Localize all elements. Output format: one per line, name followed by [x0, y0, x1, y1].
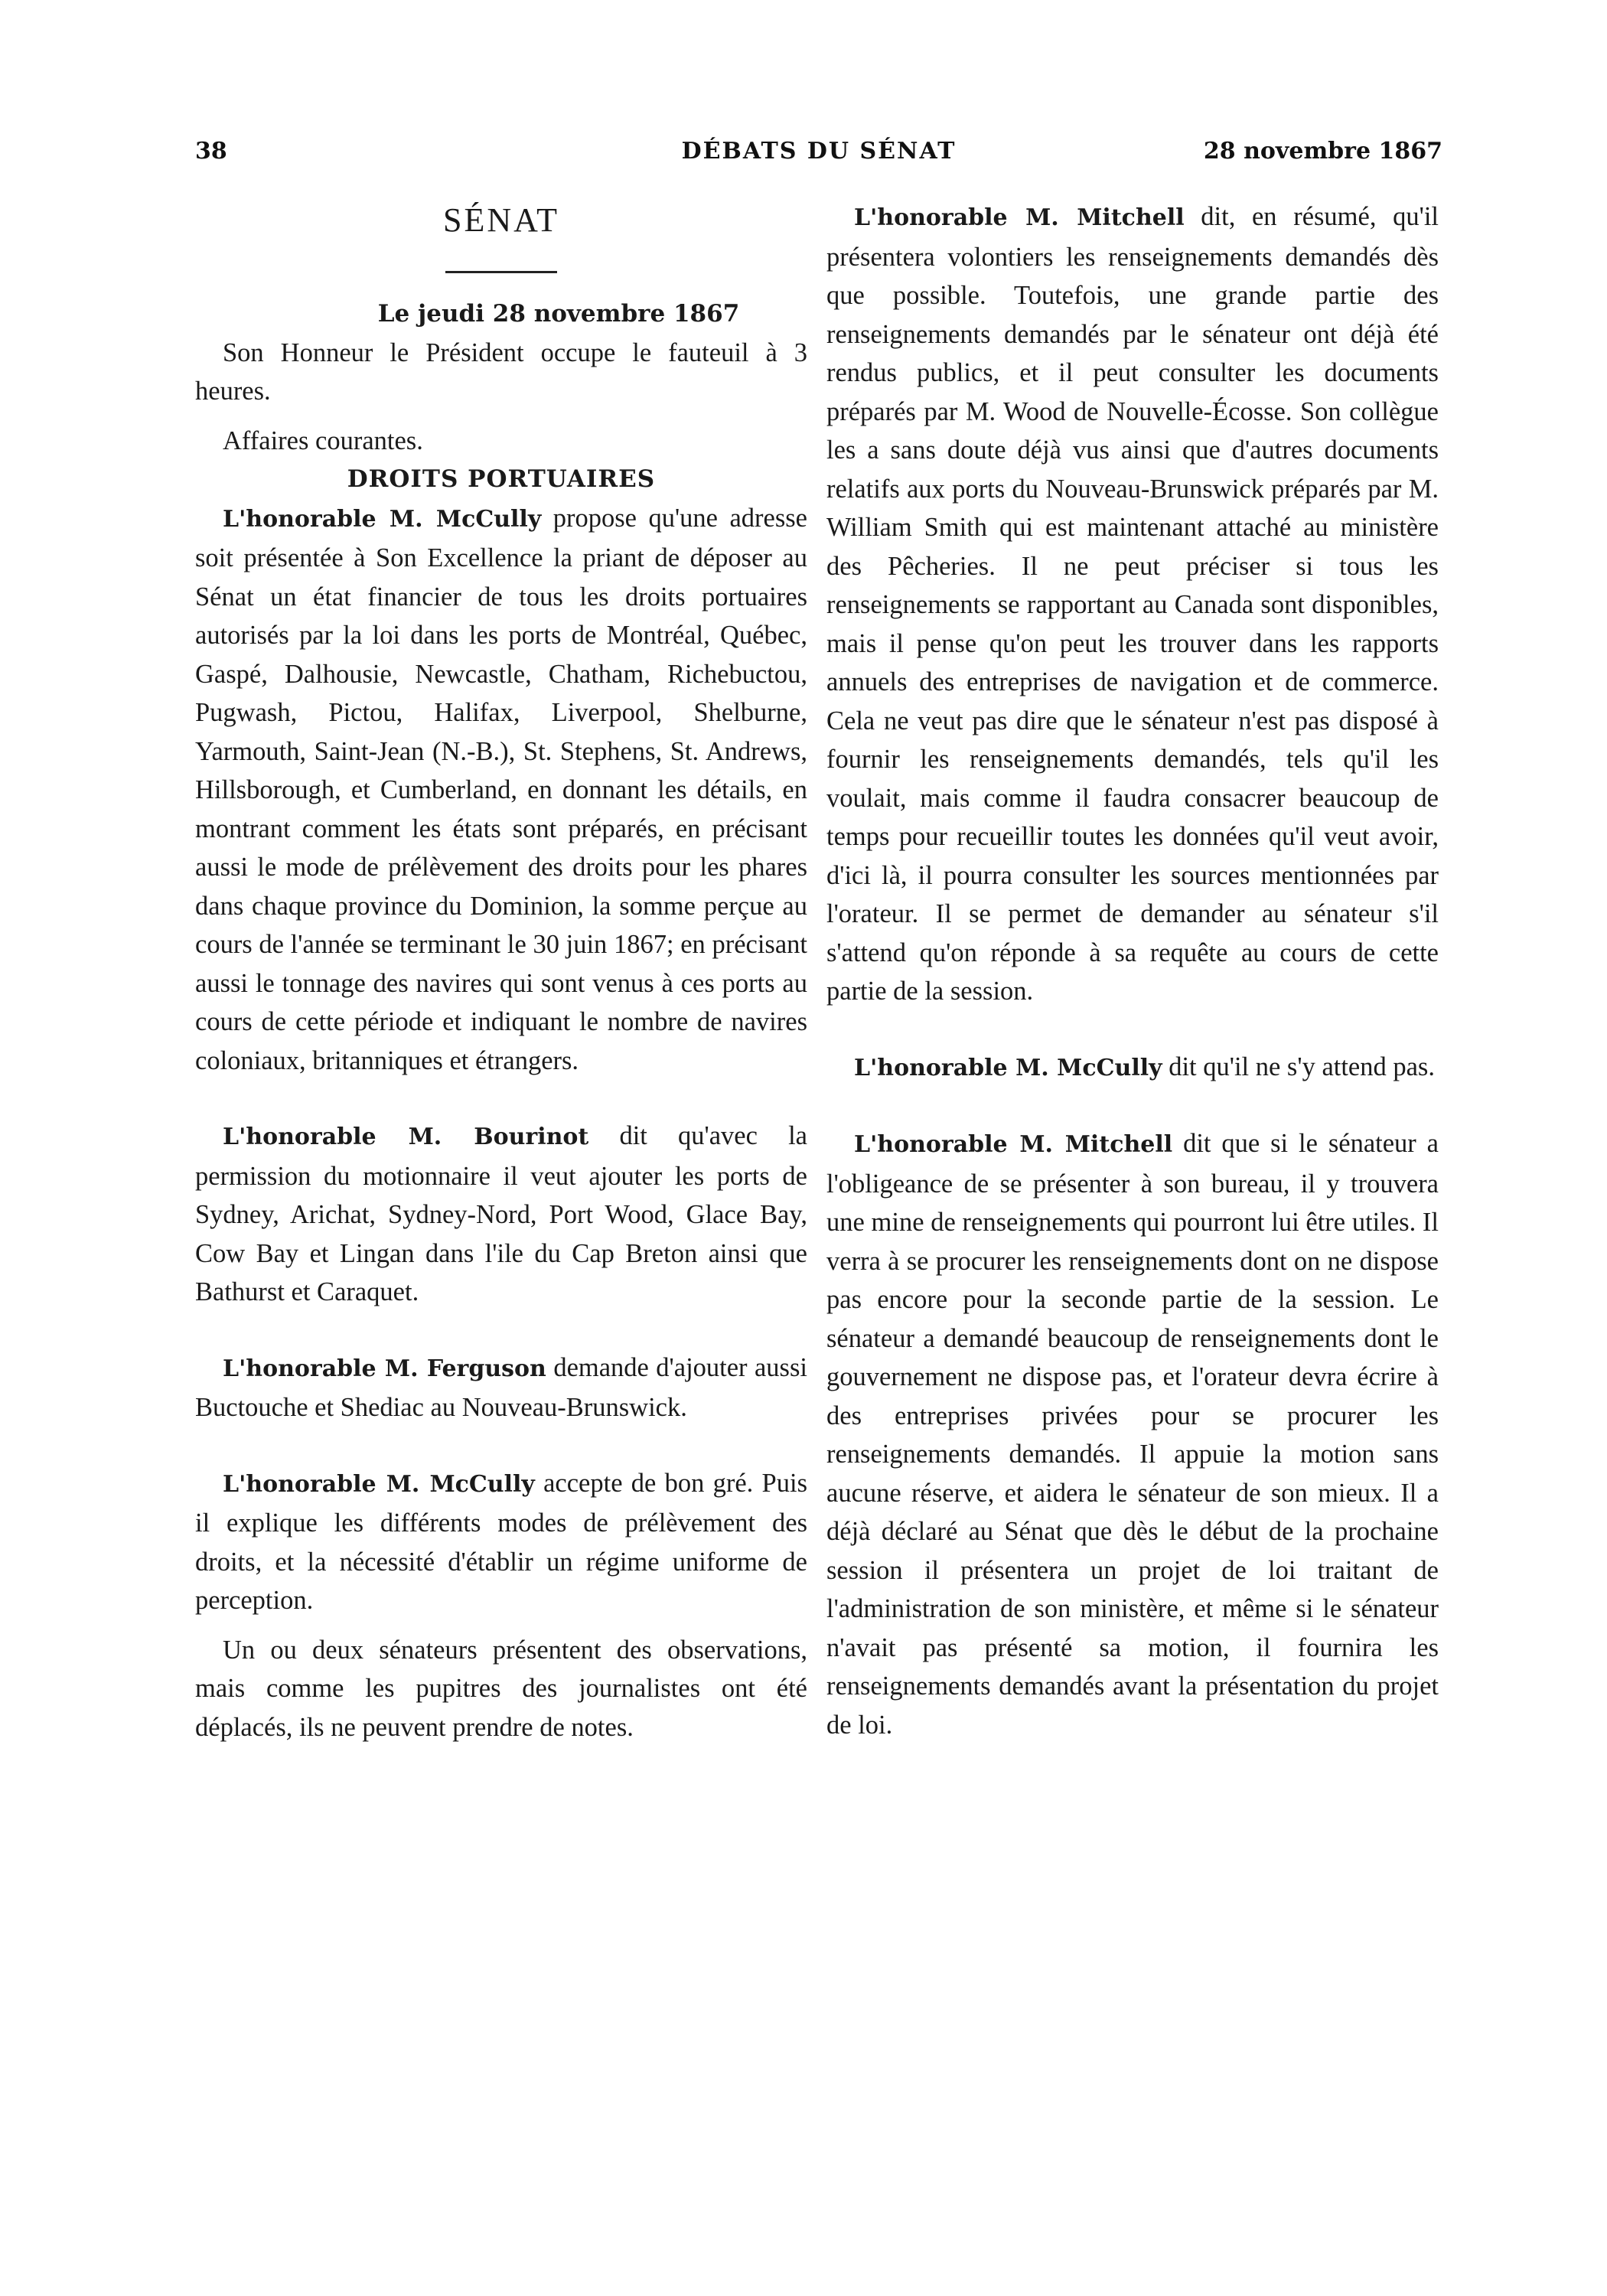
- paragraph-observations: Un ou deux sénateurs présentent des observations, mais comme les pupitres des journalistes ont été déplacés, ils ne peuvent prendre de notes.: [195, 1635, 807, 1742]
- paragraph-mccully-motion: [195, 499, 807, 1081]
- paragraph-mitchell-offer: [826, 1124, 1439, 1744]
- title-rule: [445, 271, 557, 273]
- paragraph-text: demande d'ajouter aussi Buctouche et Shediac au Nouveau-Brunswick.: [195, 1352, 807, 1422]
- sitting-date: Le jeudi 28 novembre 1867: [377, 300, 740, 328]
- paragraph-text: dit qu'avec la permission du motionnaire il veut ajouter les ports de Sydney, Arichat, Sydney-Nord, Port Wood, Glace Bay, Cow Bay et Lingan dans l'ile du Cap Breton ainsi que Bathurst et Caraquet.: [195, 1121, 807, 1306]
- speaker-name: L'honorable M. Mitchell: [854, 204, 1185, 231]
- left-column: [195, 197, 807, 1746]
- paragraph-president: Son Honneur le Président occupe le fauteuil à 3 heures.: [195, 338, 807, 406]
- paragraph-ferguson: [195, 1349, 807, 1427]
- page-number: 38: [195, 138, 227, 165]
- paragraph-text: propose qu'une adresse soit présentée à Son Excellence la priant de déposer au Sénat un état financier de tous les droits portuaires autorisés par la loi dans les ports de Montréal, Québec, Gaspé, Dalhousie, Newcastle, Chatham, Richebuctou, Pugwash, Pictou, Halifax, Liverpool, Shelburne, Yarmouth, Saint-Jean (N.-B.), St. Stephens, St. Andrews, Hillsborough, et Cumberland, en donnant les détails, en montrant comment les états sont préparés, en précisant aussi le mode de prélèvement des droits pour les phares dans chaque province du Dominion, la somme perçue au cours de l'année se terminant le 30 juin 1867; en précisant aussi le tonnage des navires qui sont venus à ces ports au cours de cette période et indiquant le nombre de navires coloniaux, britanniques et étrangers.: [195, 503, 807, 1075]
- speaker-name: L'honorable M. Mitchell: [854, 1131, 1173, 1158]
- header-date: 28 novembre 1867: [1203, 138, 1442, 165]
- right-column: [826, 197, 1439, 1744]
- speaker-name: L'honorable M. Bourinot: [223, 1124, 589, 1150]
- speaker-name: L'honorable M. McCully: [854, 1054, 1162, 1081]
- paragraph-mitchell-reply: [826, 197, 1439, 1011]
- paragraph-bourinot: [195, 1117, 807, 1312]
- publication-title: DÉBATS DU SÉNAT: [681, 138, 957, 165]
- paragraph-mccully-reply: [826, 1048, 1439, 1088]
- running-header: [195, 138, 1442, 176]
- speaker-name: L'honorable M. Ferguson: [223, 1355, 546, 1382]
- section-heading: DROITS PORTUAIRES: [347, 465, 656, 493]
- speaker-name: L'honorable M. McCully: [223, 505, 542, 533]
- paragraph-text: dit qu'il ne s'y attend pas.: [1162, 1052, 1435, 1081]
- paragraph-affaires: Affaires courantes.: [223, 426, 423, 455]
- chamber-title: SÉNAT: [443, 201, 559, 239]
- paragraph-mccully-accept: [195, 1464, 807, 1620]
- paragraph-text: dit, en résumé, qu'il présentera volontiers les renseignements demandés dès que possible. Toutefois, une grande partie des renseignements demandés par le sénateur ont déjà été rendus publics, et il peut consulter les documents préparés par M. Wood de Nouvelle-Écosse. Son collègue les a sans doute déjà vus ainsi que d'autres documents relatifs aux ports du Nouveau-Brunswick préparés par M. William Smith qui est maintenant attaché au ministère des Pêcheries. Il ne peut préciser si tous les renseignements se rapportant au Canada sont disponibles, mais il pense qu'on peut les trouver dans les rapports annuels des entreprises de navigation et de commerce. Cela ne veut pas dire que le sénateur n'est pas disposé à fournir les renseignements demandés, tels qu'il les voulait, mais comme il faudra consacrer beaucoup de temps pour recueillir toutes les données qu'il veut avoir, d'ici là, il pourra consulter les sources mentionnées par l'orateur. Il se permet de demander au sénateur s'il s'attend qu'on réponde à sa requête au cours de cette partie de la session.: [826, 202, 1439, 1006]
- speaker-name: L'honorable M. McCully: [223, 1470, 535, 1498]
- paragraph-text: accepte de bon gré. Puis il explique les différents modes de prélèvement des droits, et la nécessité d'établir un régime uniforme de perception.: [195, 1468, 807, 1615]
- paragraph-text: dit que si le sénateur a l'obligeance de se présenter à son bureau, il y trouvera une mine de renseignements qui pourront lui être utiles. Il verra à se procurer les renseignements dont on ne dispose pas encore pour la seconde partie de la session. Le sénateur a demandé beaucoup de renseignements dont le gouvernement ne dispose pas, et l'orateur devra écrire à des entreprises privées pour se procurer les renseignements demandés. Il appuie la motion sans aucune réserve, et aidera le sénateur de son mieux. Il a déjà déclaré au Sénat que dès le début de la prochaine session il présentera un projet de loi traitant de l'administration de son ministère, et même si le sénateur n'avait pas présenté sa motion, il fournira les renseignements demandés avant la présentation du projet de loi.: [826, 1129, 1439, 1740]
